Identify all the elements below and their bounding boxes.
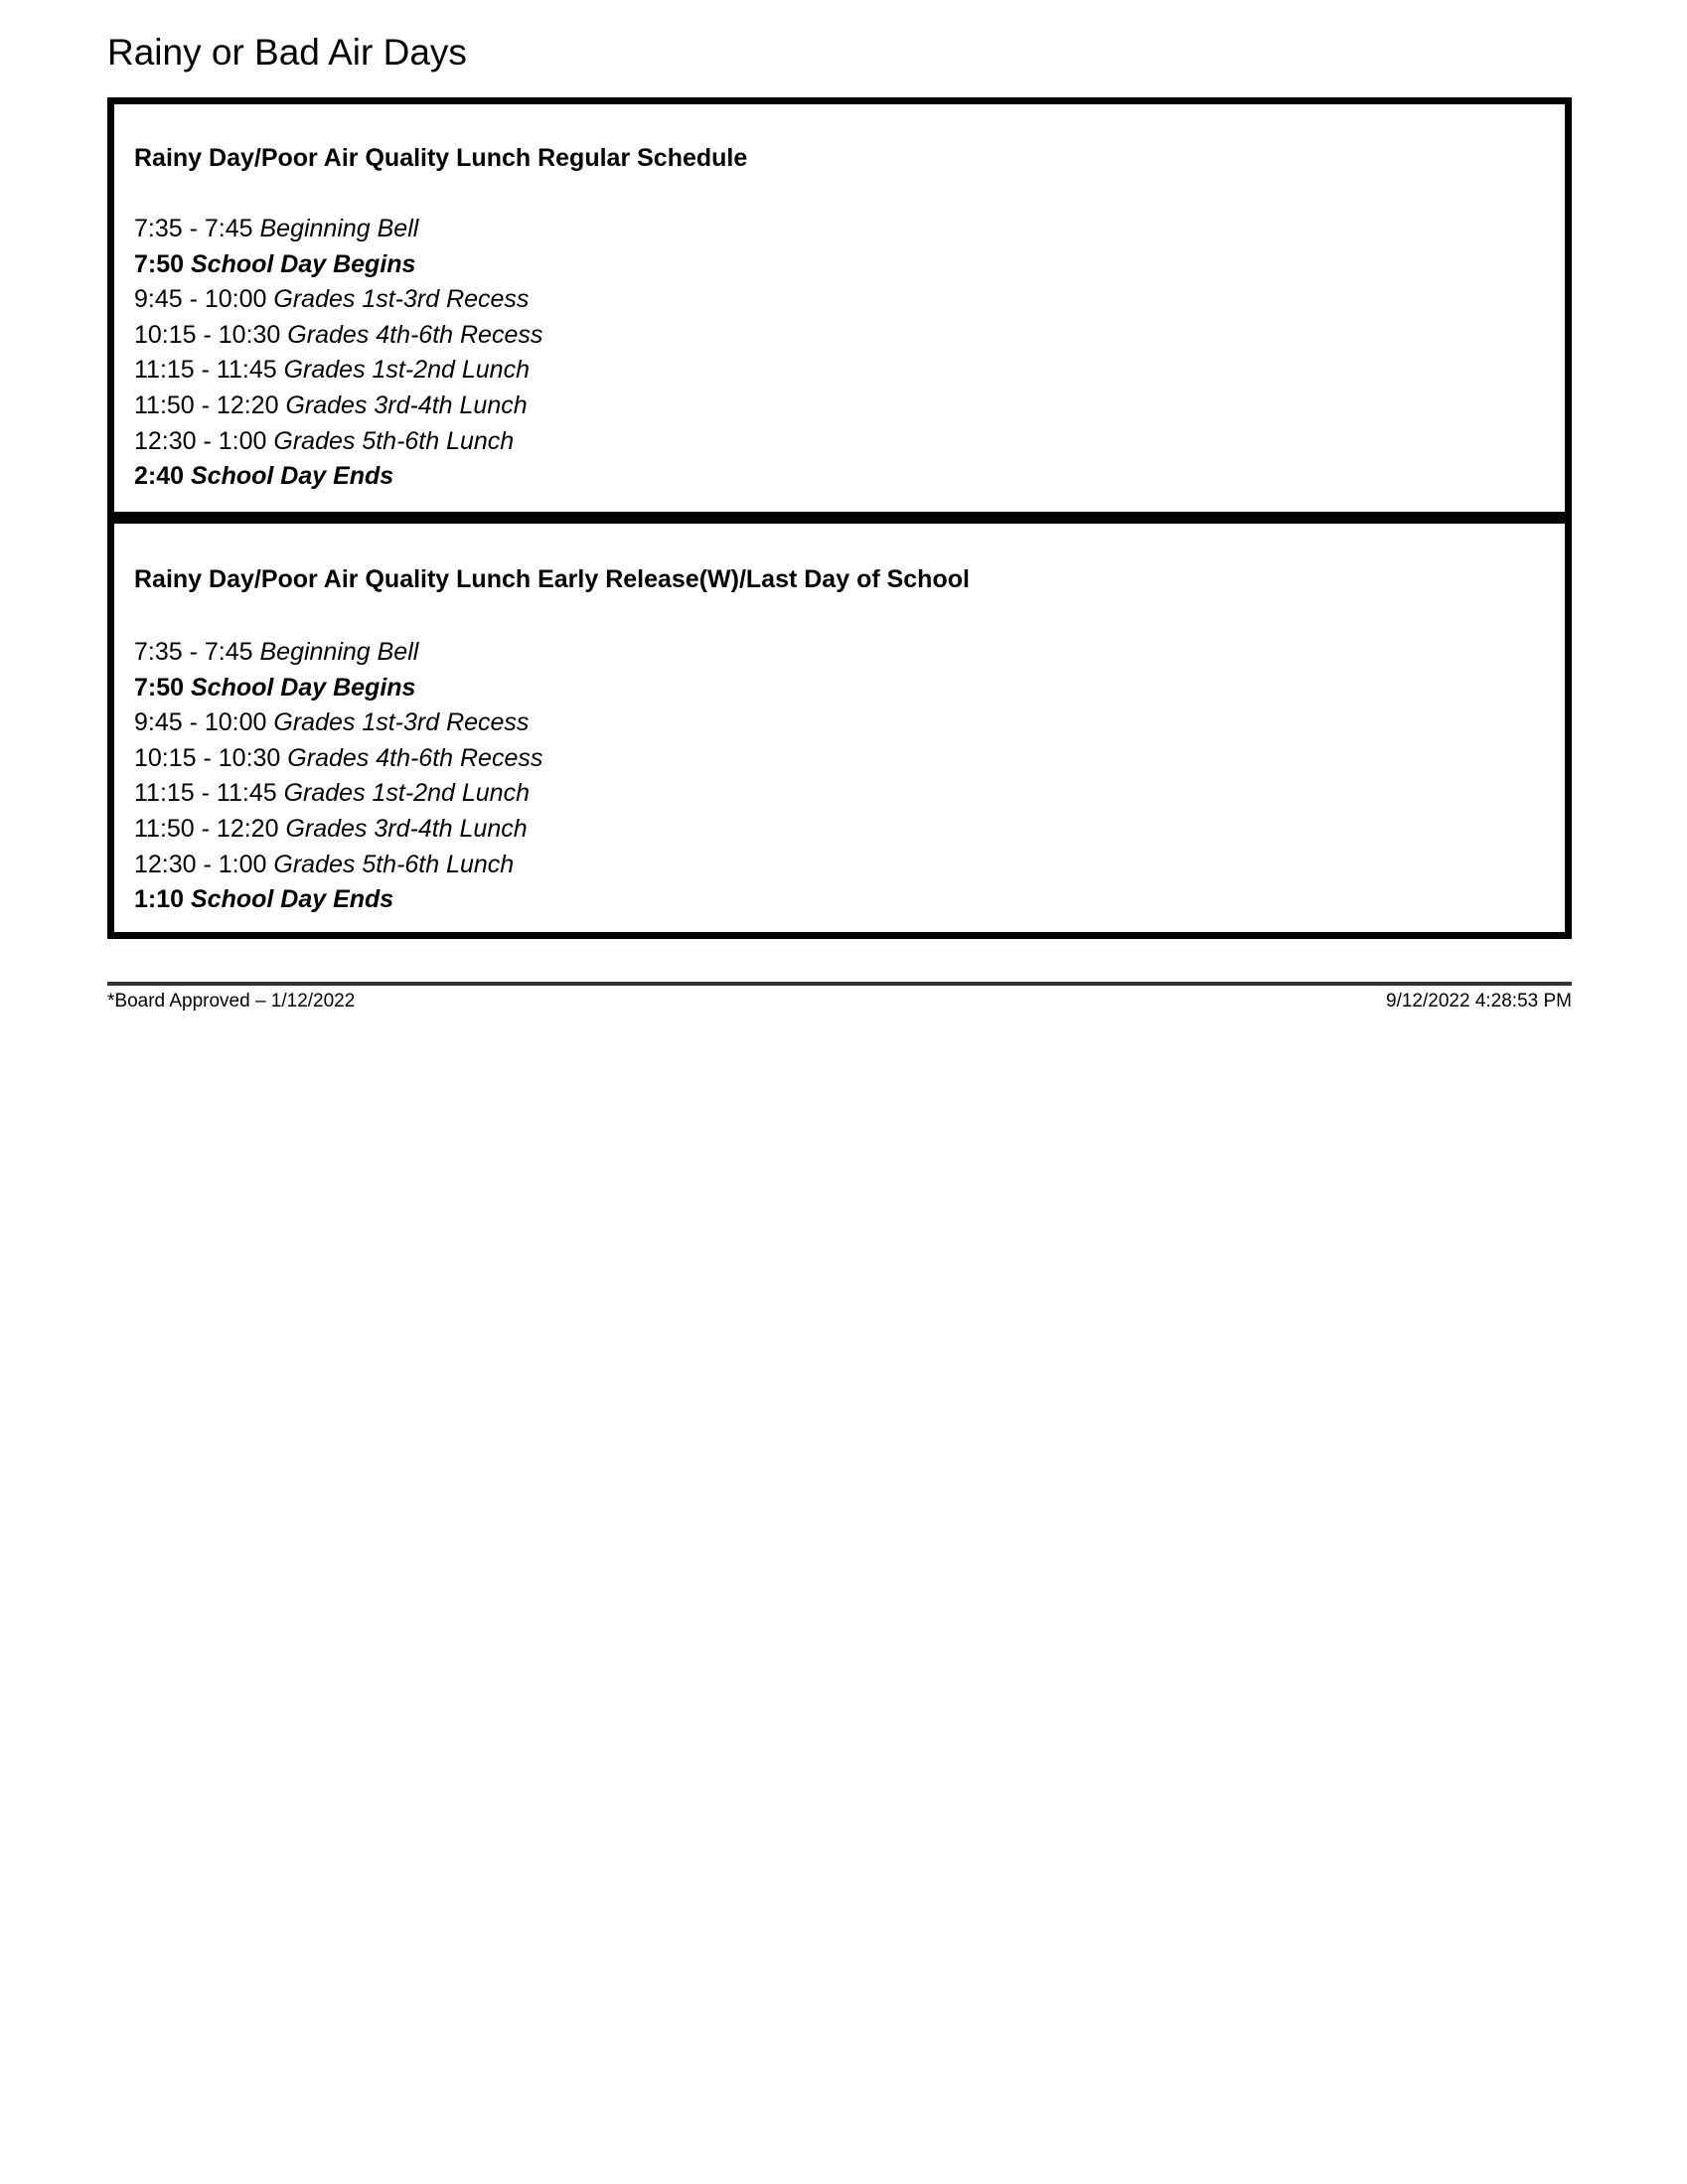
- schedule-heading: Rainy Day/Poor Air Quality Lunch Regular Schedule: [134, 144, 748, 172]
- schedule-description: School Day Ends: [191, 462, 394, 491]
- schedule-description: Grades 3rd-4th Lunch: [285, 390, 528, 419]
- schedule-description: Grades 1st-2nd Lunch: [283, 356, 530, 385]
- schedule-description: Grades 5th-6th Lunch: [273, 426, 515, 455]
- print-timestamp: 9/12/2022 4:28:53 PM: [1386, 991, 1572, 1012]
- schedule-time: 7:35 - 7:45: [134, 638, 253, 666]
- schedule-description: Grades 1st-3rd Recess: [273, 708, 530, 737]
- schedule-heading: Rainy Day/Poor Air Quality Lunch Early Release(W)/Last Day of School: [134, 565, 970, 593]
- schedule-description: Grades 4th-6th Recess: [287, 743, 543, 772]
- schedule-time: 1:10: [134, 885, 185, 914]
- schedule-row: [134, 247, 542, 283]
- schedule-row: [134, 353, 542, 389]
- schedule-row: [134, 318, 542, 354]
- schedule-description: School Day Ends: [191, 885, 394, 914]
- schedule-time: 9:45 - 10:00: [134, 285, 267, 314]
- page-title: Rainy or Bad Air Days: [107, 32, 467, 73]
- schedule-time: 11:50 - 12:20: [134, 390, 279, 419]
- schedule-time: 10:15 - 10:30: [134, 320, 281, 349]
- schedule-description: School Day Begins: [191, 249, 416, 278]
- early-release-schedule-box: [107, 517, 1572, 939]
- schedule-row: [134, 282, 542, 318]
- schedule-row: [134, 389, 542, 424]
- schedule-row: [134, 848, 542, 883]
- schedule-row: [134, 635, 542, 671]
- schedule-row: [134, 741, 542, 777]
- schedule-row: [134, 776, 542, 812]
- schedule-description: School Day Begins: [191, 673, 416, 702]
- regular-schedule-box: [107, 97, 1572, 519]
- schedule-time: 11:15 - 11:45: [134, 779, 277, 808]
- schedule-time: 7:50: [134, 673, 185, 702]
- schedule-time: 10:15 - 10:30: [134, 743, 281, 772]
- schedule-time: 11:50 - 12:20: [134, 814, 279, 843]
- schedule-description: Grades 1st-3rd Recess: [273, 285, 530, 314]
- schedule-description: Beginning Bell: [259, 215, 419, 242]
- schedule-row: [134, 459, 542, 495]
- schedule-row: [134, 671, 542, 706]
- schedule-description: Grades 5th-6th Lunch: [273, 850, 515, 878]
- schedule-description: Grades 4th-6th Recess: [287, 320, 543, 349]
- schedule-description: Grades 3rd-4th Lunch: [285, 814, 528, 843]
- schedule-time: 12:30 - 1:00: [134, 426, 267, 455]
- schedule-description: Beginning Bell: [259, 638, 419, 666]
- schedule-row: [134, 424, 542, 460]
- schedule-row: [134, 882, 542, 918]
- schedule-row: [134, 705, 542, 741]
- schedule-time: 2:40: [134, 462, 185, 491]
- schedule-description: Grades 1st-2nd Lunch: [283, 779, 530, 808]
- footer-divider: [107, 982, 1572, 986]
- schedule-list: [134, 212, 542, 495]
- schedule-time: 9:45 - 10:00: [134, 708, 267, 737]
- schedule-time: 11:15 - 11:45: [134, 356, 277, 385]
- schedule-time: 12:30 - 1:00: [134, 850, 267, 878]
- schedule-time: 7:35 - 7:45: [134, 215, 253, 242]
- board-approval-note: *Board Approved – 1/12/2022: [107, 991, 356, 1012]
- schedule-row: [134, 812, 542, 848]
- schedule-row: [134, 212, 542, 247]
- schedule-time: 7:50: [134, 249, 185, 278]
- schedule-list: [134, 635, 542, 918]
